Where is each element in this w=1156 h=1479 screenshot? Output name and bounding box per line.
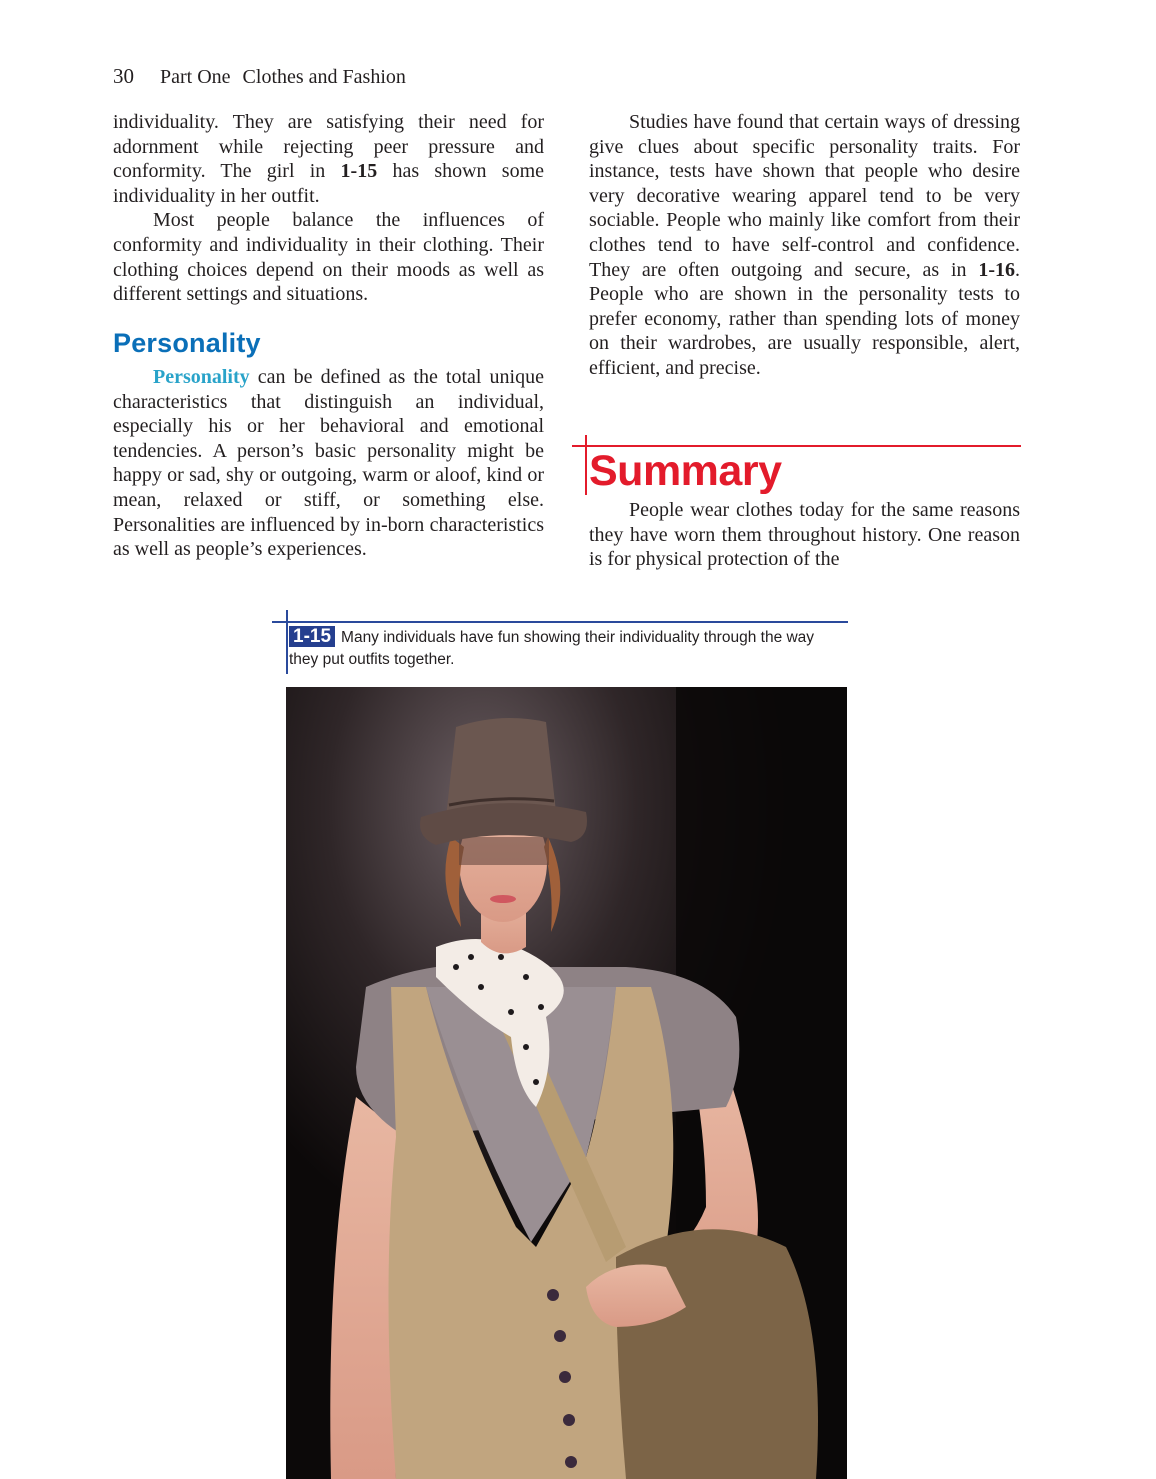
section-heading-summary: Summary	[589, 447, 782, 495]
personality-text	[113, 365, 544, 562]
model-photo-illustration	[286, 687, 847, 1479]
figure-reference: 1-16	[978, 258, 1015, 281]
paragraph: individuality. They are satisfying their need for adornment while rejecting peer pressure and conformity. The girl in 1-15 has shown some individuality in her outfit.	[113, 111, 544, 207]
figure-caption	[289, 626, 844, 671]
page-number: 30	[113, 64, 134, 88]
figure-reference: 1-15	[340, 160, 378, 183]
summary-rule-vertical	[585, 435, 587, 495]
figure-photo	[286, 687, 847, 1479]
right-column-text	[589, 110, 1020, 381]
running-head	[113, 64, 406, 89]
paragraph: People wear clothes today for the same reasons they have worn them throughout history. One reason is for physical protection of the	[589, 499, 1020, 571]
paragraph: Studies have found that certain ways of dressing give clues about specific personality traits. For instance, tests have shown that people who desire very decorative wearing apparel tend to be very sociable. People who mainly like comfort from their clothes tend to have self-control and confidence. They are often outgoing and secure, as in 1-16. People who are shown in the personality tests to prefer economy, rather than spending lots of money on their wardrobes, are usually responsible, alert, efficient, and precise.	[589, 111, 1020, 379]
part-label: Part One	[160, 66, 231, 88]
summary-text	[589, 498, 1020, 572]
caption-rule-horizontal	[272, 621, 848, 623]
section-heading-personality: Personality	[113, 328, 261, 358]
chapter-title: Clothes and Fashion	[242, 66, 406, 88]
paragraph: Most people balance the influences of conformity and individuality in their clothing. Their clothing choices depend on their moods as well as different settings and situations.	[113, 209, 544, 306]
caption-rule-vertical	[286, 610, 288, 674]
key-term: Personality	[153, 366, 250, 388]
caption-text: Many individuals have fun showing their individuality through the way they put outfits together.	[289, 629, 815, 668]
left-column-text	[113, 110, 544, 307]
figure-number-badge: 1-15	[289, 626, 335, 647]
paragraph: Personality can be defined as the total unique characteristics that distinguish an individual, especially his or her behavioral and emotional tendencies. A person’s basic personality might be happy or sad, shy or outgoing, warm or aloof, kind or mean, relaxed or stiff, or something else. Personalities are influenced by in-born characteristics as well as people’s experiences.	[113, 366, 544, 561]
